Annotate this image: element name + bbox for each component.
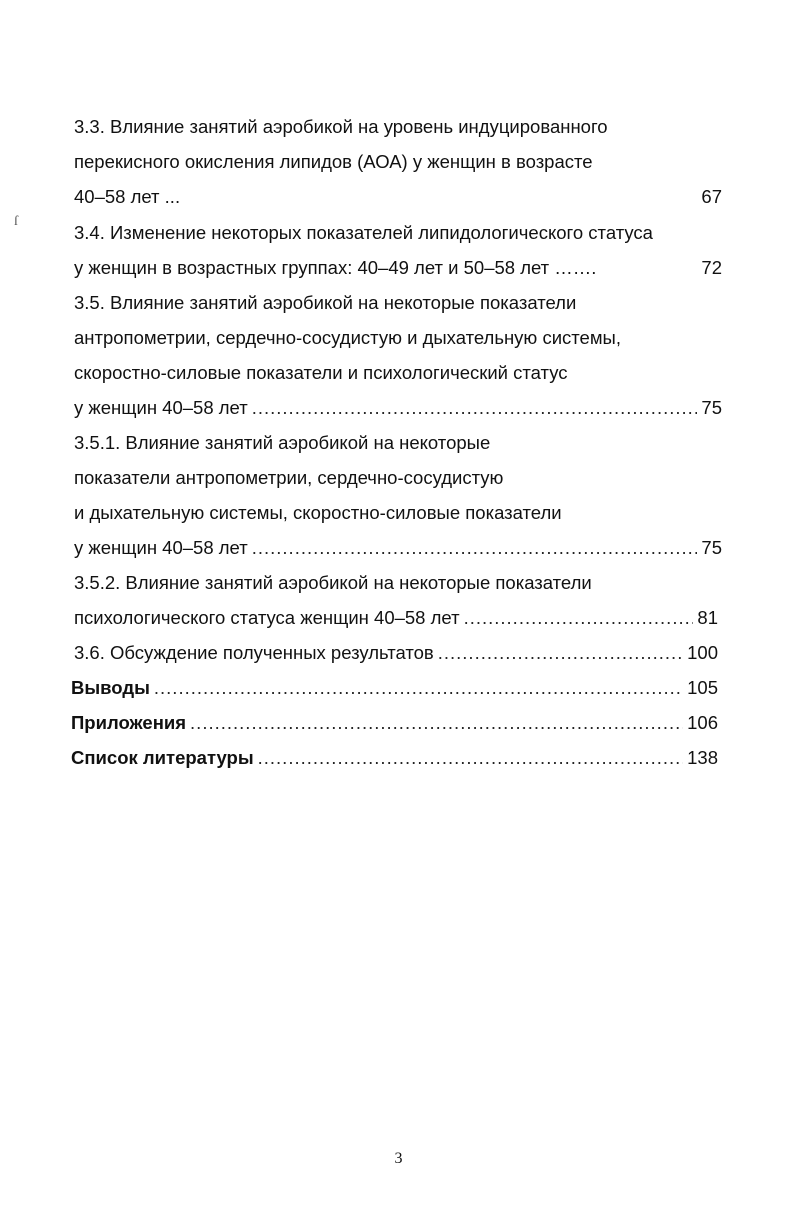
toc-references-page: 138 bbox=[687, 747, 718, 768]
toc-3-5-page: 75 bbox=[701, 397, 722, 418]
toc-3-3-line-1: 3.3. Влияние занятий аэробикой на уровень индуцированного bbox=[74, 116, 608, 137]
toc-3-5-line-4 bbox=[74, 393, 722, 423]
toc-3-6-text: 3.6. Обсуждение полученных результатов bbox=[74, 642, 434, 663]
toc-3-5-1-line-4 bbox=[74, 533, 722, 563]
toc-appendices-page: 106 bbox=[687, 712, 718, 733]
toc-3-5-2-leader bbox=[464, 603, 694, 633]
toc-appendices-label: Приложения bbox=[71, 712, 187, 733]
toc-conclusions-page: 105 bbox=[687, 677, 718, 698]
toc-3-6-line bbox=[74, 638, 718, 668]
toc-3-3-line-3 bbox=[74, 182, 722, 212]
toc-3-3-line-3-text: 40–58 лет ... bbox=[74, 186, 181, 207]
toc-3-5-1-page: 75 bbox=[701, 537, 722, 558]
toc-3-5-1-line-1: 3.5.1. Влияние занятий аэробикой на некоторые bbox=[74, 432, 491, 453]
toc-3-3-line-2: перекисного окисления липидов (АОА) у женщин в возрасте bbox=[74, 151, 593, 172]
toc-3-6-leader bbox=[438, 638, 683, 668]
toc-3-4-page: 72 bbox=[701, 257, 722, 278]
toc-3-4-line-1: 3.4. Изменение некоторых показателей липидологического статуса bbox=[74, 222, 653, 243]
toc-3-5-2-page: 81 bbox=[697, 607, 718, 628]
toc-3-5-1-line-2: показатели антропометрии, сердечно-сосудистую bbox=[74, 467, 504, 488]
toc-3-5-2-line-1: 3.5.2. Влияние занятий аэробикой на некоторые показатели bbox=[74, 572, 592, 593]
toc-conclusions-line bbox=[71, 673, 718, 703]
toc-3-5-2-line-2-text: психологического статуса женщин 40–58 лет bbox=[74, 607, 460, 628]
toc-3-3-page: 67 bbox=[701, 186, 722, 207]
toc-3-4-line-2 bbox=[74, 253, 722, 283]
toc-3-5-line-4-text: у женщин 40–58 лет bbox=[74, 397, 248, 418]
toc-3-5-1-line-3: и дыхательную системы, скоростно-силовые показатели bbox=[74, 502, 562, 523]
toc-3-4-line-2-text: у женщин в возрастных группах: 40–49 лет и 50–58 лет ……. bbox=[74, 257, 597, 278]
toc-references-line bbox=[71, 743, 718, 773]
toc-3-5-2-line-2 bbox=[74, 603, 718, 633]
toc-3-5-leader bbox=[252, 393, 698, 423]
scan-speck: ſ bbox=[14, 214, 18, 229]
toc-3-5-line-2: антропометрии, сердечно-сосудистую и дыхательную системы, bbox=[74, 327, 621, 348]
toc-references-label: Список литературы bbox=[71, 747, 254, 768]
toc-conclusions-leader bbox=[154, 673, 683, 703]
toc-3-5-1-line-4-text: у женщин 40–58 лет bbox=[74, 537, 248, 558]
page-number: 3 bbox=[394, 1150, 403, 1167]
toc-3-5-line-3: скоростно-силовые показатели и психологический статус bbox=[74, 362, 568, 383]
toc-3-6-page: 100 bbox=[687, 642, 718, 663]
toc-3-5-line-1: 3.5. Влияние занятий аэробикой на некоторые показатели bbox=[74, 292, 577, 313]
toc-appendices-line bbox=[71, 708, 718, 738]
toc-appendices-leader bbox=[190, 708, 683, 738]
toc-references-leader bbox=[258, 743, 684, 773]
toc-3-5-1-leader bbox=[252, 533, 698, 563]
toc-conclusions-label: Выводы bbox=[71, 677, 150, 698]
